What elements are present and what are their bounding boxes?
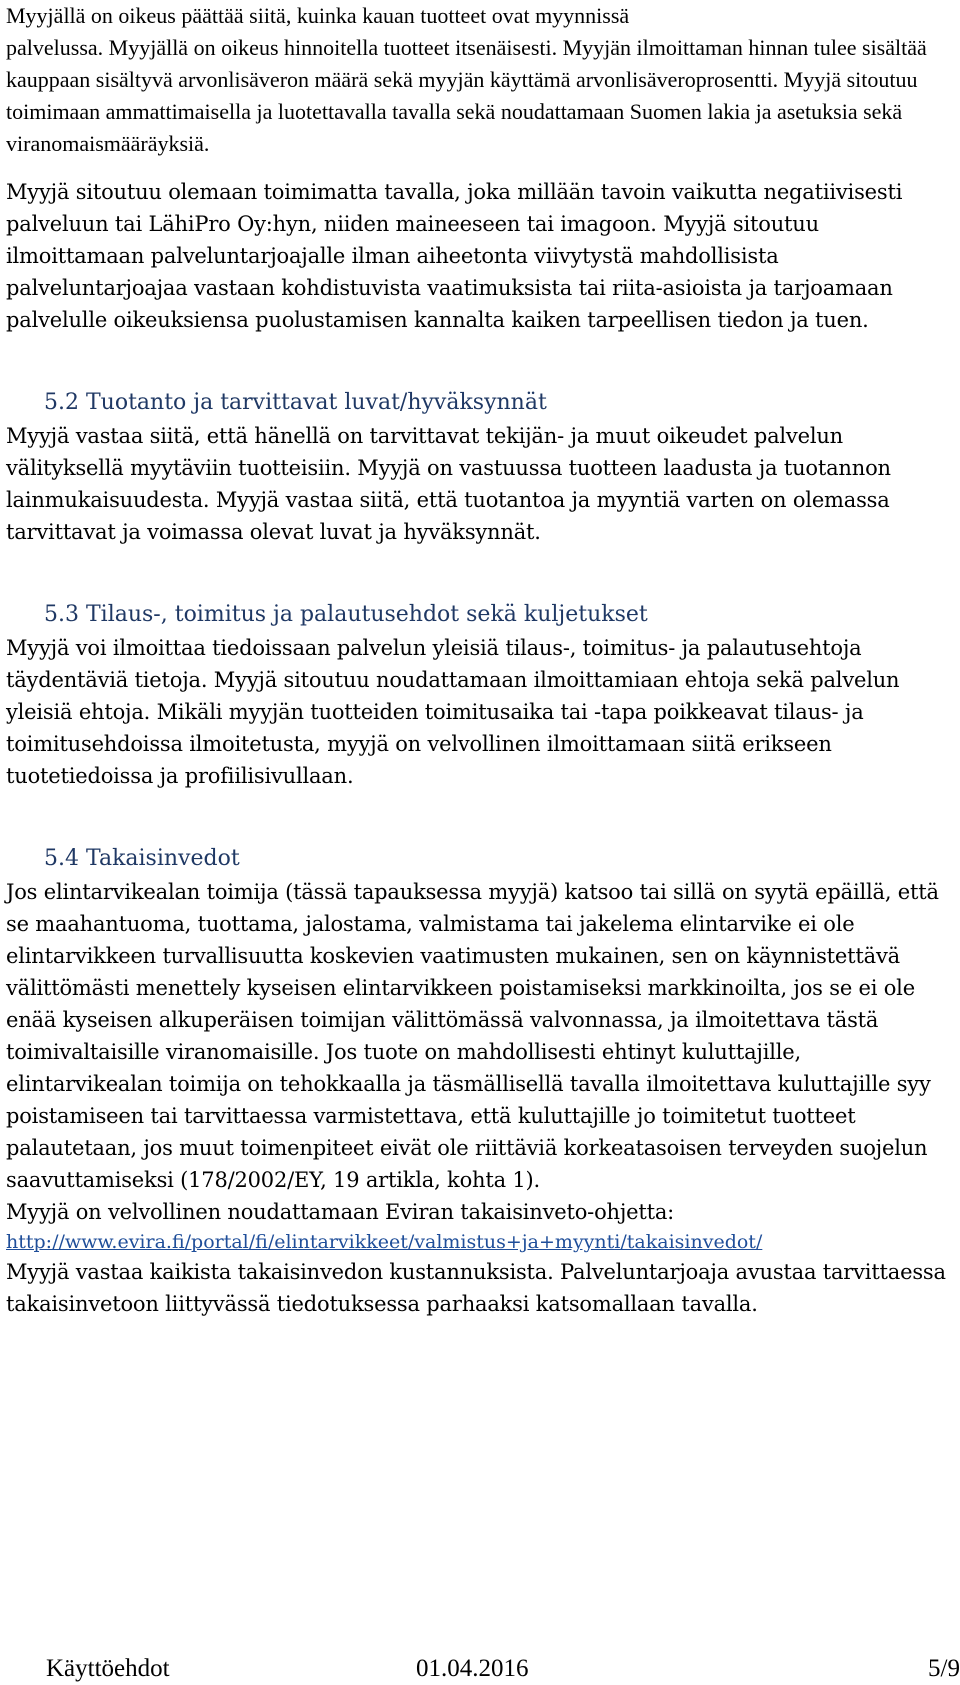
- evira-recall-link[interactable]: http://www.evira.fi/portal/fi/elintarvikkeet/valmistus+ja+myynti/takaisinvedot/: [6, 1231, 763, 1253]
- section-heading-5-4: 5.4 Takaisinvedot: [44, 846, 240, 871]
- footer-page-number: 5/9: [928, 1655, 960, 1682]
- intro-first-line: Myyjällä on oikeus päättää siitä, kuinka kauan tuotteet ovat myynnissä: [6, 3, 630, 28]
- intro-paragraph-2: Myyjä sitoutuu olemaan toimimatta tavalla, joka millään tavoin vaikutta negatiivisesti palveluun tai LähiPro Oy:hyn, niiden maineeseen tai imagoon. Myyjä sitoutuu ilmoittamaan palveluntarjoajalle ilman aiheetonta viivytystä mahdollisista palveluntarjoajaa vastaan kohdistuvista vaatimuksista tai riita-asioista ja tarjoamaan palvelulle oikeuksiensa puolustamisen kannalta kaiken tarpeellisen tiedon ja tuen.: [6, 180, 903, 332]
- document-page: [6, 0, 956, 1320]
- section-body-5-2: Myyjä vastaa siitä, että hänellä on tarvittavat tekijän- ja muut oikeudet palvelun välityksellä myytäviin tuotteisiin. Myyjä on vastuussa tuotteen laadusta ja tuotannon lainmukaisuudesta. Myyjä vastaa siitä, että tuotantoa ja myyntiä varten on olemassa tarvittavat ja voimassa olevat luvat ja hyväksynnät.: [6, 424, 891, 544]
- section-body-5-4: Jos elintarvikealan toimija (tässä tapauksessa myyjä) katsoo tai sillä on syytä epäillä, että se maahantuoma, tuottama, jalostama, valmistama tai jakelema elintarvike ei ole elintarvikkeen turvallisuutta koskevien vaatimusten mukainen, sen on käynnistettävä välittömästi menettely kyseisen elintarvikkeen poistamiseksi markkinoilta, jos se ei ole enää kyseisen alkuperäisen toimijan välittömässä valvonnassa, ja ilmoitettava tästä toimivaltaisille viranomaisille. Jos tuote on mahdollisesti ehtinyt kuluttajille, elintarvikealan toimija on tehokkaalla ja täsmällisellä tavalla ilmoitettava kuluttajille syy poistamiseen tai tarvittaessa varmistettava, että kuluttajille jo toimitetut tuotteet palautetaan, jos muut toimenpiteet eivät ole riittäviä korkeatasoisen terveyden suojelun saavuttamiseksi (178/2002/EY, 19 artikla, kohta 1).: [6, 880, 939, 1192]
- section-heading-5-3: 5.3 Tilaus-, toimitus ja palautusehdot sekä kuljetukset: [44, 602, 648, 627]
- section-body-5-4-instruction: Myyjä on velvollinen noudattamaan Eviran takaisinveto-ohjetta:: [6, 1200, 675, 1224]
- section-heading-5-2: 5.2 Tuotanto ja tarvittavat luvat/hyväksynnät: [44, 390, 547, 415]
- footer-title: Käyttöehdot: [46, 1655, 170, 1682]
- page-footer: [46, 1652, 960, 1685]
- footer-date: 01.04.2016: [416, 1655, 529, 1682]
- section-body-5-3: Myyjä voi ilmoittaa tiedoissaan palvelun yleisiä tilaus-, toimitus- ja palautusehtoja täydentäviä tietoja. Myyjä sitoutuu noudattamaan ilmoittamiaan ehtoja sekä palvelun yleisiä ehtoja. Mikäli myyjän tuotteiden toimitusaika tai -tapa poikkeavat tilaus- ja toimitusehdoissa ilmoitetusta, myyjä on velvollinen ilmoittamaan siitä erikseen tuotetiedoissa ja profiilisivullaan.: [6, 636, 900, 788]
- section-body-5-4-costs: Myyjä vastaa kaikista takaisinvedon kustannuksista. Palveluntarjoaja avustaa tarvittaessa takaisinvetoon liittyvässä tiedotuksessa parhaaksi katsomallaan tavalla.: [6, 1260, 946, 1316]
- intro-paragraph: palvelussa. Myyjällä on oikeus hinnoitella tuotteet itsenäisesti. Myyjän ilmoittaman hinnan tulee sisältää kauppaan sisältyvä arvonlisäveron määrä sekä myyjän käyttämä arvonlisäveroprosentti. Myyjä sitoutuu toimimaan ammattimaisella ja luotettavalla tavalla sekä noudattamaan Suomen lakia ja asetuksia sekä viranomaismääräyksiä.: [6, 35, 927, 156]
